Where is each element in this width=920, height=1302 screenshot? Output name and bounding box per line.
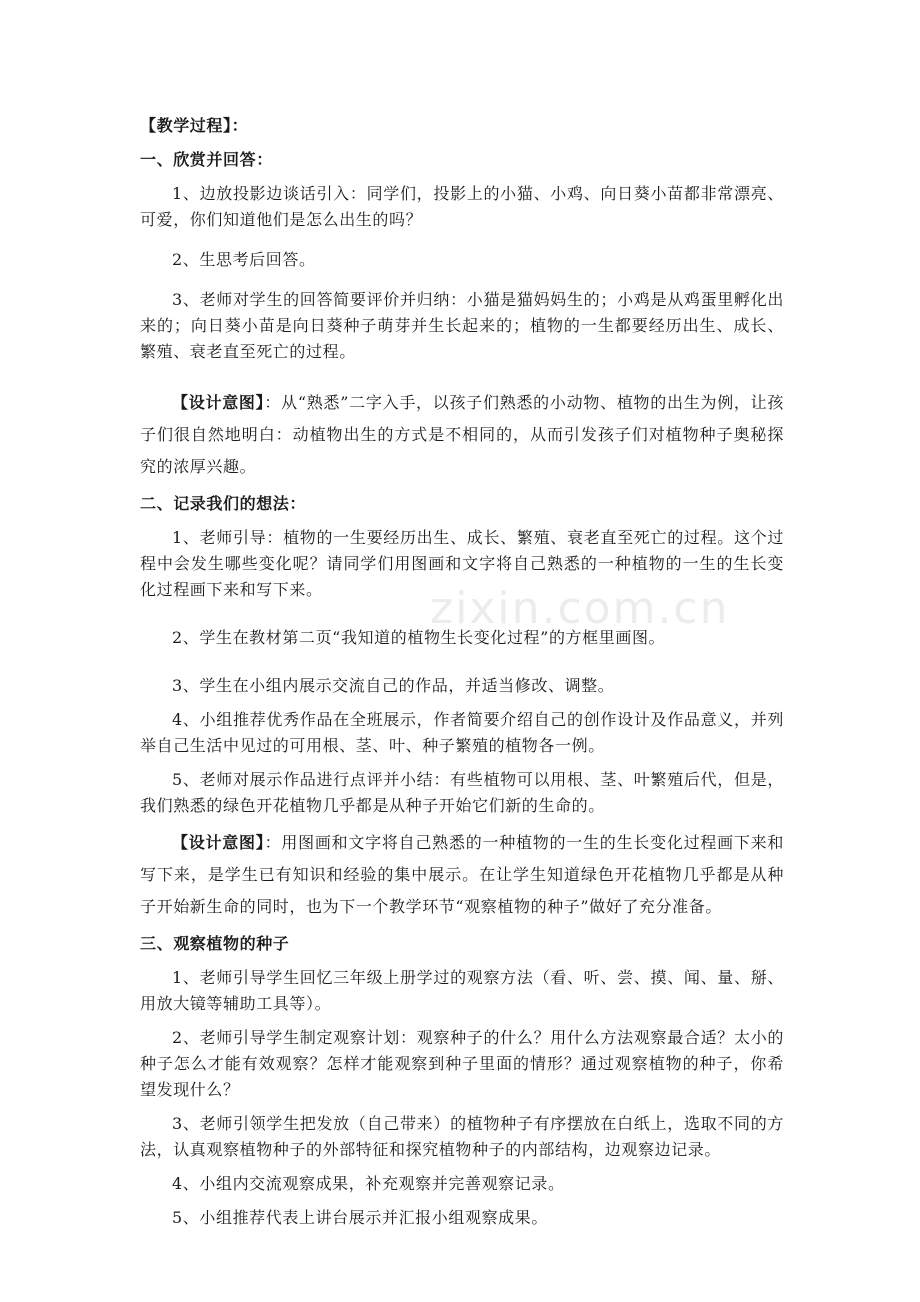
s3-paragraph-1: 1、老师引导学生回忆三年级上册学过的观察方法（看、听、尝、摸、闻、量、掰、用放大镜等辅助工具等）。 bbox=[140, 968, 784, 1013]
section-1-heading: 一、欣赏并回答： bbox=[140, 150, 273, 169]
s2-paragraph-4: 4、小组推荐优秀作品在全班展示，作者简要介绍自己的创作设计及作品意义，并列举自己生活中见过的可用根、茎、叶、种子繁殖的植物各一例。 bbox=[140, 710, 784, 755]
s1-paragraph-1: 1、边放投影边谈话引入：同学们，投影上的小猫、小鸡、向日葵小苗都非常漂亮、可爱，你们知道他们是怎么出生的吗？ bbox=[140, 184, 784, 229]
s3-paragraph-2: 2、老师引导学生制定观察计划：观察种子的什么？用什么方法观察最合适？太小的种子怎么才能有效观察？怎样才能观察到种子里面的情形？通过观察植物的种子，你希望发现什么？ bbox=[140, 1028, 784, 1099]
s2-paragraph-2: 2、学生在教材第二页“我知道的植物生长变化过程”的方框里画图。 bbox=[172, 628, 666, 647]
section-3-heading: 三、观察植物的种子 bbox=[140, 934, 290, 953]
design-intent-label: 【设计意图】 bbox=[172, 393, 265, 412]
document-body bbox=[140, 113, 784, 1231]
s1-paragraph-2: 2、生思考后回答。 bbox=[172, 250, 316, 269]
s3-paragraph-3: 3、老师引领学生把发放（自己带来）的植物种子有序摆放在白纸上，选取不同的方法，认真观察植物种子的外部特征和探究植物种子的内部结构，边观察边记录。 bbox=[140, 1114, 784, 1159]
section-title: 【教学过程】： bbox=[140, 116, 249, 135]
design-intent-text: ：从“熟悉”二字入手，以孩子们熟悉的小动物、植物的出生为例，让孩子们很自然地明白：动植物出生的方式是不相同的，从而引发孩子们对植物种子奥秘探究的浓厚兴趣。 bbox=[140, 393, 784, 476]
s1-design-intent bbox=[140, 387, 784, 483]
section-2-heading: 二、记录我们的想法： bbox=[140, 494, 307, 513]
s1-paragraph-3: 3、老师对学生的回答简要评价并归纳：小猫是猫妈妈生的；小鸡是从鸡蛋里孵化出来的；向日葵小苗是向日葵种子萌芽并生长起来的；植物的一生都要经历出生、成长、繁殖、衰老直至死亡的过程。 bbox=[140, 290, 784, 361]
s2-paragraph-5: 5、老师对展示作品进行点评并小结：有些植物可以用根、茎、叶繁殖后代，但是，我们熟悉的绿色开花植物几乎都是从种子开始它们新的生命的。 bbox=[140, 770, 784, 815]
s2-paragraph-3: 3、学生在小组内展示交流自己的作品，并适当修改、调整。 bbox=[172, 676, 615, 695]
s3-paragraph-4: 4、小组内交流观察成果，补充观察并完善观察记录。 bbox=[172, 1174, 565, 1193]
watermark: zixin.com.cn bbox=[430, 583, 730, 634]
s2-paragraph-1: 1、老师引导：植物的一生要经历出生、成长、繁殖、衰老直至死亡的过程。这个过程中会发生哪些变化呢？请同学们用图画和文字将自己熟悉的一种植物的一生的生长变化过程画下来和写下来。 bbox=[140, 528, 784, 599]
s3-paragraph-5: 5、小组推荐代表上讲台展示并汇报小组观察成果。 bbox=[172, 1208, 548, 1227]
design-intent-label: 【设计意图】 bbox=[172, 833, 265, 852]
s2-design-intent bbox=[140, 827, 784, 923]
design-intent-text: ：用图画和文字将自己熟悉的一种植物的一生的生长变化过程画下来和写下来，是学生已有知识和经验的集中展示。在让学生知道绿色开花植物几乎都是从种子开始新生命的同时，也为下一个教学环节“观察植物的种子”做好了充分准备。 bbox=[140, 833, 784, 916]
